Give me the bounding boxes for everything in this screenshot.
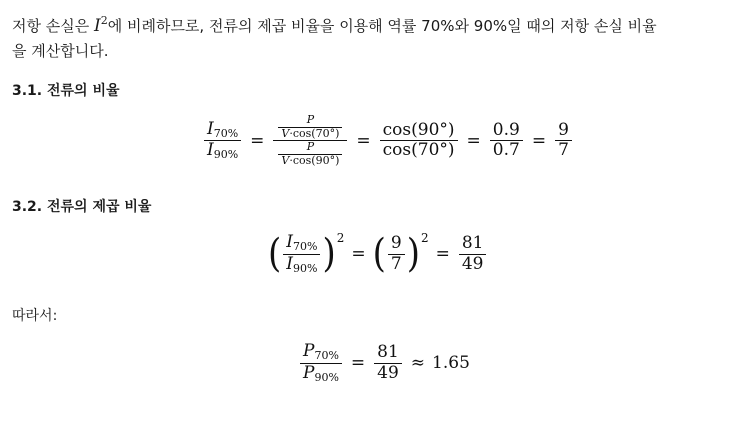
- equals-sign: =: [531, 130, 547, 151]
- equation-current-ratio: [202, 114, 574, 168]
- equals-sign: =: [435, 244, 450, 265]
- fraction-i70-over-i90: $\frac{I_{70\%}}{I_{90\%}}$: [204, 120, 241, 162]
- approx-sign: ≈: [410, 353, 426, 374]
- math-exponent: 2: [100, 14, 108, 27]
- document-body: [12, 0, 728, 425]
- conclusion-text: 따라서:: [12, 308, 58, 324]
- fraction-nine-sevenths: $\frac{9}{7}$: [388, 234, 405, 274]
- fraction-decimal: $\frac{0.9}{0.7}$: [490, 121, 523, 161]
- intro-line-2: 을 계산합니다.: [12, 42, 109, 60]
- section-heading-3-2: 3.2. 전류의 제곱 비율: [12, 199, 152, 215]
- fraction-i70-over-i90: $\frac{I_{70\%}}{I_{90\%}}$: [283, 233, 320, 275]
- section-heading-3-1: 3.1. 전류의 비율: [12, 83, 120, 99]
- equals-sign: =: [356, 130, 371, 151]
- equation-power-loss-ratio: [298, 342, 470, 384]
- fraction-81-over-49: $\frac{81}{49}$: [374, 343, 402, 383]
- equals-sign: =: [351, 244, 366, 265]
- intro-text-start: 저항 손실은: [12, 17, 94, 35]
- exponent-2: 2: [336, 231, 345, 245]
- result-value: 1.65: [432, 353, 470, 374]
- fraction-81-over-49: $\frac{81}{49}$: [459, 234, 487, 274]
- equals-sign: =: [466, 130, 481, 151]
- fraction-nine-sevenths: $\frac{9}{7}$: [555, 121, 572, 161]
- equals-sign: =: [350, 353, 366, 374]
- equals-sign: =: [250, 130, 265, 151]
- exponent-2: 2: [420, 231, 429, 245]
- intro-text-end: 에 비례하므로, 전류의 제곱 비율을 이용해 역률 70%와 90%일 때의 저항 손실 비율: [107, 17, 657, 35]
- math-I: I: [94, 16, 101, 36]
- equation-current-squared: ( $\frac{I_{70\%}}{I_{90\%}}$ ) 2 = ( $\frac{9}{7}$ ) 2 = $\frac{81}{49}$: [268, 233, 488, 275]
- fraction-power-ratio: $\frac{\frac{P}{V\cdot\cos(70^\circ)}}{\frac{P}{V\cdot\cos(90^\circ)}}$: [273, 114, 347, 168]
- fraction-cos-ratio: $\frac{\cos(90^\circ)}{\cos(70^\circ)}$: [380, 121, 458, 161]
- intro-line-1: [12, 6, 657, 41]
- fraction-p70-over-p90: $\frac{P_{70\%}}{P_{90\%}}$: [300, 342, 342, 384]
